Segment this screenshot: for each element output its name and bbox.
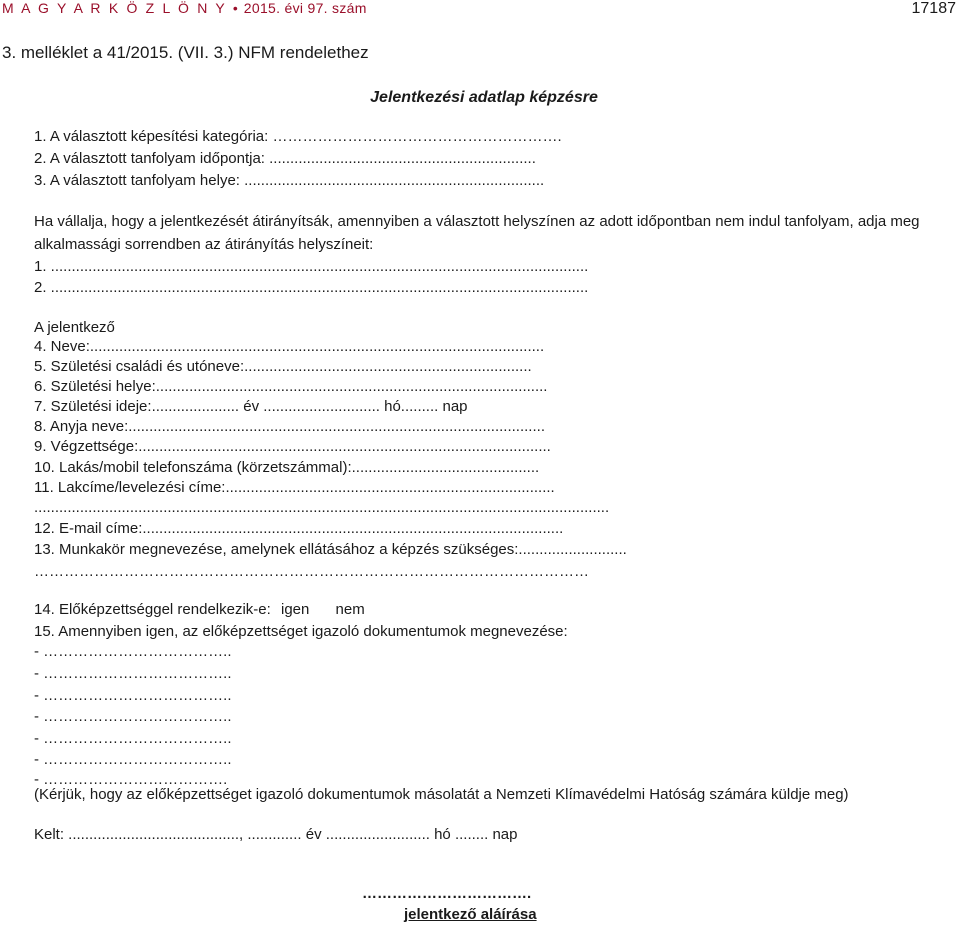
field-job-title-continued: ………………………………………………………………………………………………… (34, 563, 589, 580)
form-title: Jelentkezési adatlap képzésre (370, 89, 598, 106)
issue-number: 2015. évi 97. szám (243, 0, 367, 16)
document-line-3: - ……………………………….. (34, 687, 232, 704)
field-address-continued: .......................................................................................................................................... (34, 499, 610, 516)
document-line-5: - ……………………………….. (34, 730, 232, 747)
redirect-location-1: 1. ................................................................................................................................. (34, 258, 589, 275)
bullet-separator: • (232, 0, 238, 16)
redirect-location-2: 2. ................................................................................................................................. (34, 279, 589, 296)
field-mother-name: 8. Anyja neve:.................................................................................................... (34, 418, 545, 435)
field-course-date: 2. A választott tanfolyam időpontja: ................................................................ (34, 150, 536, 167)
document-line-7: - ………………………………. (34, 771, 228, 788)
field-name: 4. Neve:............................................................................................................. (34, 338, 545, 355)
page-number: 17187 (911, 0, 956, 17)
document-line-4: - ……………………………….. (34, 708, 232, 725)
field-documents-heading: 15. Amennyiben igen, az előképzettséget igazoló dokumentumok megnevezése: (34, 623, 568, 640)
field-course-location: 3. A választott tanfolyam helye: ........................................................................ (34, 172, 545, 189)
field-job-title: 13. Munkakör megnevezése, amelynek ellátásához a képzés szükséges:.......................... (34, 541, 627, 558)
page-header (0, 0, 960, 22)
journal-running-head (2, 0, 367, 16)
document-line-2: - ……………………………….. (34, 665, 232, 682)
field-birth-date: 7. Születési ideje:..................... év ............................ hó......... nap (34, 398, 468, 415)
applicant-heading: A jelentkező (34, 319, 115, 336)
field-education: 9. Végzettsége:................................................................................................... (34, 438, 551, 455)
prior-qualification-label: 14. Előképzettséggel rendelkezik-e: (34, 601, 271, 618)
field-birth-name: 5. Születési családi és utóneve:..................................................................... (34, 358, 532, 375)
option-yes[interactable]: igen (280, 601, 310, 618)
signature-label: jelentkező aláírása (404, 906, 537, 923)
field-birth-place: 6. Születési helye:.............................................................................................. (34, 378, 548, 395)
option-no[interactable]: nem (335, 601, 365, 618)
field-prior-qualification (34, 601, 365, 619)
field-qualification-category: 1. A választott képesítési kategória: …………………………………………………. (34, 128, 562, 145)
copy-request-note: (Kérjük, hogy az előképzettséget igazoló dokumentumok másolatát a Nemzeti Klímavédelmi Hatóság számára küldje meg) (34, 786, 849, 803)
date-line: Kelt: ........................................., ............. év ......................... hó ........ nap (34, 826, 518, 843)
journal-name: M A G Y A R K Ö Z L Ö N Y (2, 0, 227, 16)
field-address: 11. Lakcíme/levelezési címe:............................................................................... (34, 479, 555, 496)
document-line-1: - ……………………………….. (34, 643, 232, 660)
document-line-6: - ……………………………….. (34, 751, 232, 768)
field-email: 12. E-mail címe:..................................................................................................... (34, 520, 564, 537)
field-phone: 10. Lakás/mobil telefonszáma (körzetszámmal):............................................. (34, 459, 540, 476)
signature-line: ……………………………. (362, 885, 532, 902)
redirect-instructions: Ha vállalja, hogy a jelentkezését átirányítsák, amennyiben a választott helyszínen az adott időpontban nem indul tanfolyam, adja meg alkalmassági sorrendben az átirányítás helyszíneit: (34, 213, 920, 253)
annex-reference: 3. melléklet a 41/2015. (VII. 3.) NFM rendelethez (2, 43, 369, 62)
